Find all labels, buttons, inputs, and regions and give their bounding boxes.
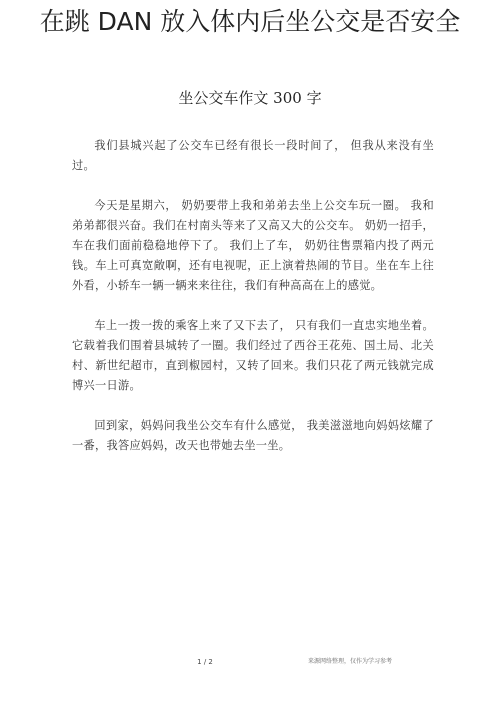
document-body xyxy=(72,136,434,476)
page-footer xyxy=(0,656,500,670)
paragraph-2: 今天是星期六， 奶奶要带上我和弟弟去坐上公交车玩一圈。 我和弟弟都很兴奋。我们在村南头等来了又高又大的公交车。 奶奶一招手，车在我们面前稳稳地停下了。 我们上了车， 奶奶往售票箱内投了两元钱。车上可真宽敞啊，还有电视呢，正上演着热闹的节目。坐在车上往外看，小轿车一辆一辆来来往往，我们有种高高在上的感觉。 xyxy=(72,199,434,292)
source-note: 来源网络整理，仅作为学习参考 xyxy=(308,658,393,665)
banner-title: 在跳 DAN 放入体内后坐公交是否安全 xyxy=(39,7,461,36)
paragraph-1: 我们县城兴起了公交车已经有很长一段时间了， 但我从来没有坐过。 xyxy=(72,139,434,172)
document-title: 坐公交车作文 300 字 xyxy=(178,89,322,107)
paragraph-3: 车上一拨一拨的乘客上来了又下去了， 只有我们一直忠实地坐着。它载着我们围着县城转了一圈。我们经过了西谷王花苑、国土局、北关村、新世纪超市，直到椒园村，又转了回来。我们只花了两元钱就完成博兴一日游。 xyxy=(72,319,434,392)
page-number: 1 / 2 xyxy=(197,658,213,666)
paragraph-4: 回到家，妈妈问我坐公交车有什么感觉， 我美滋滋地向妈妈炫耀了一番，我答应妈妈，改天也带她去坐一坐。 xyxy=(72,419,434,452)
